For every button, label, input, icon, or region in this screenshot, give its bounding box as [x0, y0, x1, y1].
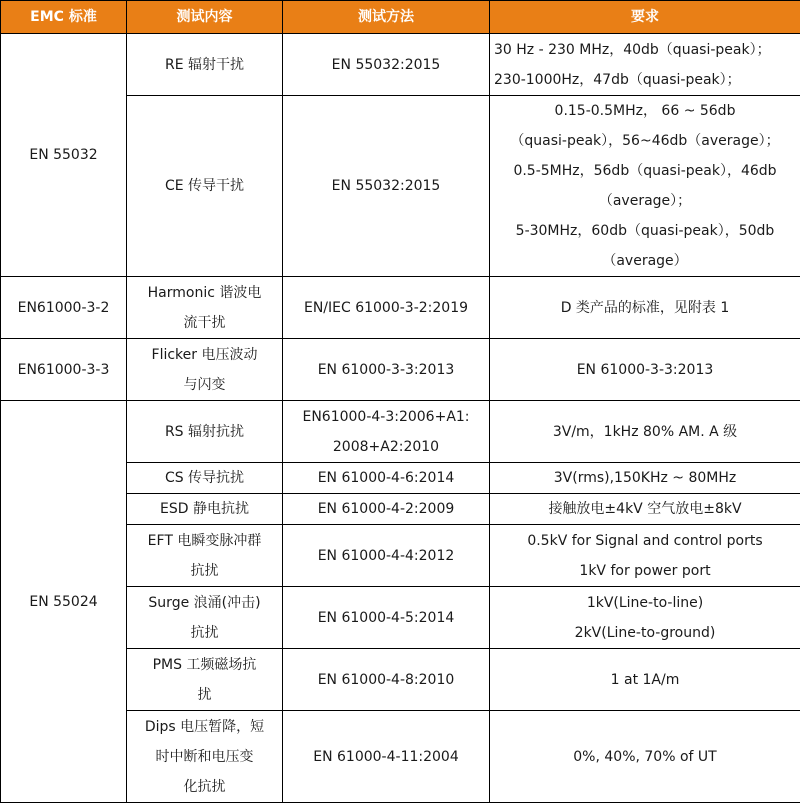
table-row: [1, 277, 800, 339]
header-emc-standard: EMC 标准: [1, 1, 127, 34]
requirement-cell: 0.15-0.5MHz， 66 ~ 56db （quasi-peak），56~46db（average）； 0.5-5MHz，56db（quasi-peak），46db （average）； 5-30MHz，60db（quasi-peak），50db （average）: [490, 96, 800, 277]
test-content-cell: CS 传导抗扰: [127, 463, 283, 494]
test-method-cell: EN 61000-3-3:2013: [283, 339, 490, 401]
test-method-cell: EN 55032:2015: [283, 96, 490, 277]
standard-cell: EN61000-3-2: [1, 277, 127, 339]
standard-cell: EN61000-3-3: [1, 339, 127, 401]
requirement-cell: 30 Hz - 230 MHz，40db（quasi-peak）； 230-1000Hz，47db（quasi-peak）；: [490, 34, 800, 96]
test-content-cell: PMS 工频磁场抗 扰: [127, 649, 283, 711]
test-content-cell: CE 传导干扰: [127, 96, 283, 277]
table-header-row: [1, 1, 800, 34]
requirement-cell: 0.5kV for Signal and control ports 1kV for power port: [490, 525, 800, 587]
header-requirement: 要求: [490, 1, 800, 34]
test-method-cell: EN61000-4-3:2006+A1: 2008+A2:2010: [283, 401, 490, 463]
test-method-cell: EN 61000-4-6:2014: [283, 463, 490, 494]
test-method-cell: EN 61000-4-5:2014: [283, 587, 490, 649]
test-content-cell: Surge 浪涌(冲击) 抗扰: [127, 587, 283, 649]
table-row: [1, 401, 800, 463]
test-content-cell: RE 辐射干扰: [127, 34, 283, 96]
requirement-cell: 3V/m，1kHz 80% AM. A 级: [490, 401, 800, 463]
header-test-method: 测试方法: [283, 1, 490, 34]
requirement-cell: 1kV(Line-to-line) 2kV(Line-to-ground): [490, 587, 800, 649]
test-method-cell: EN 61000-4-4:2012: [283, 525, 490, 587]
test-method-cell: EN 61000-4-2:2009: [283, 494, 490, 525]
requirement-cell: 1 at 1A/m: [490, 649, 800, 711]
test-content-cell: Harmonic 谐波电 流干扰: [127, 277, 283, 339]
table-row: [1, 34, 800, 96]
test-content-cell: ESD 静电抗扰: [127, 494, 283, 525]
standard-cell: EN 55032: [1, 34, 127, 277]
table-row: [1, 339, 800, 401]
test-content-cell: RS 辐射抗扰: [127, 401, 283, 463]
test-method-cell: EN 55032:2015: [283, 34, 490, 96]
requirement-cell: 0%, 40%, 70% of UT: [490, 711, 800, 803]
header-test-content: 测试内容: [127, 1, 283, 34]
test-content-cell: Dips 电压暂降，短 时中断和电压变 化抗扰: [127, 711, 283, 803]
requirement-cell: D 类产品的标准，见附表 1: [490, 277, 800, 339]
test-method-cell: EN/IEC 61000-3-2:2019: [283, 277, 490, 339]
test-method-cell: EN 61000-4-11:2004: [283, 711, 490, 803]
requirement-cell: EN 61000-3-3:2013: [490, 339, 800, 401]
test-content-cell: EFT 电瞬变脉冲群 抗扰: [127, 525, 283, 587]
standard-cell: EN 55024: [1, 401, 127, 803]
requirement-cell: 接触放电±4kV 空气放电±8kV: [490, 494, 800, 525]
test-method-cell: EN 61000-4-8:2010: [283, 649, 490, 711]
requirement-cell: 3V(rms),150KHz ~ 80MHz: [490, 463, 800, 494]
test-content-cell: Flicker 电压波动 与闪变: [127, 339, 283, 401]
